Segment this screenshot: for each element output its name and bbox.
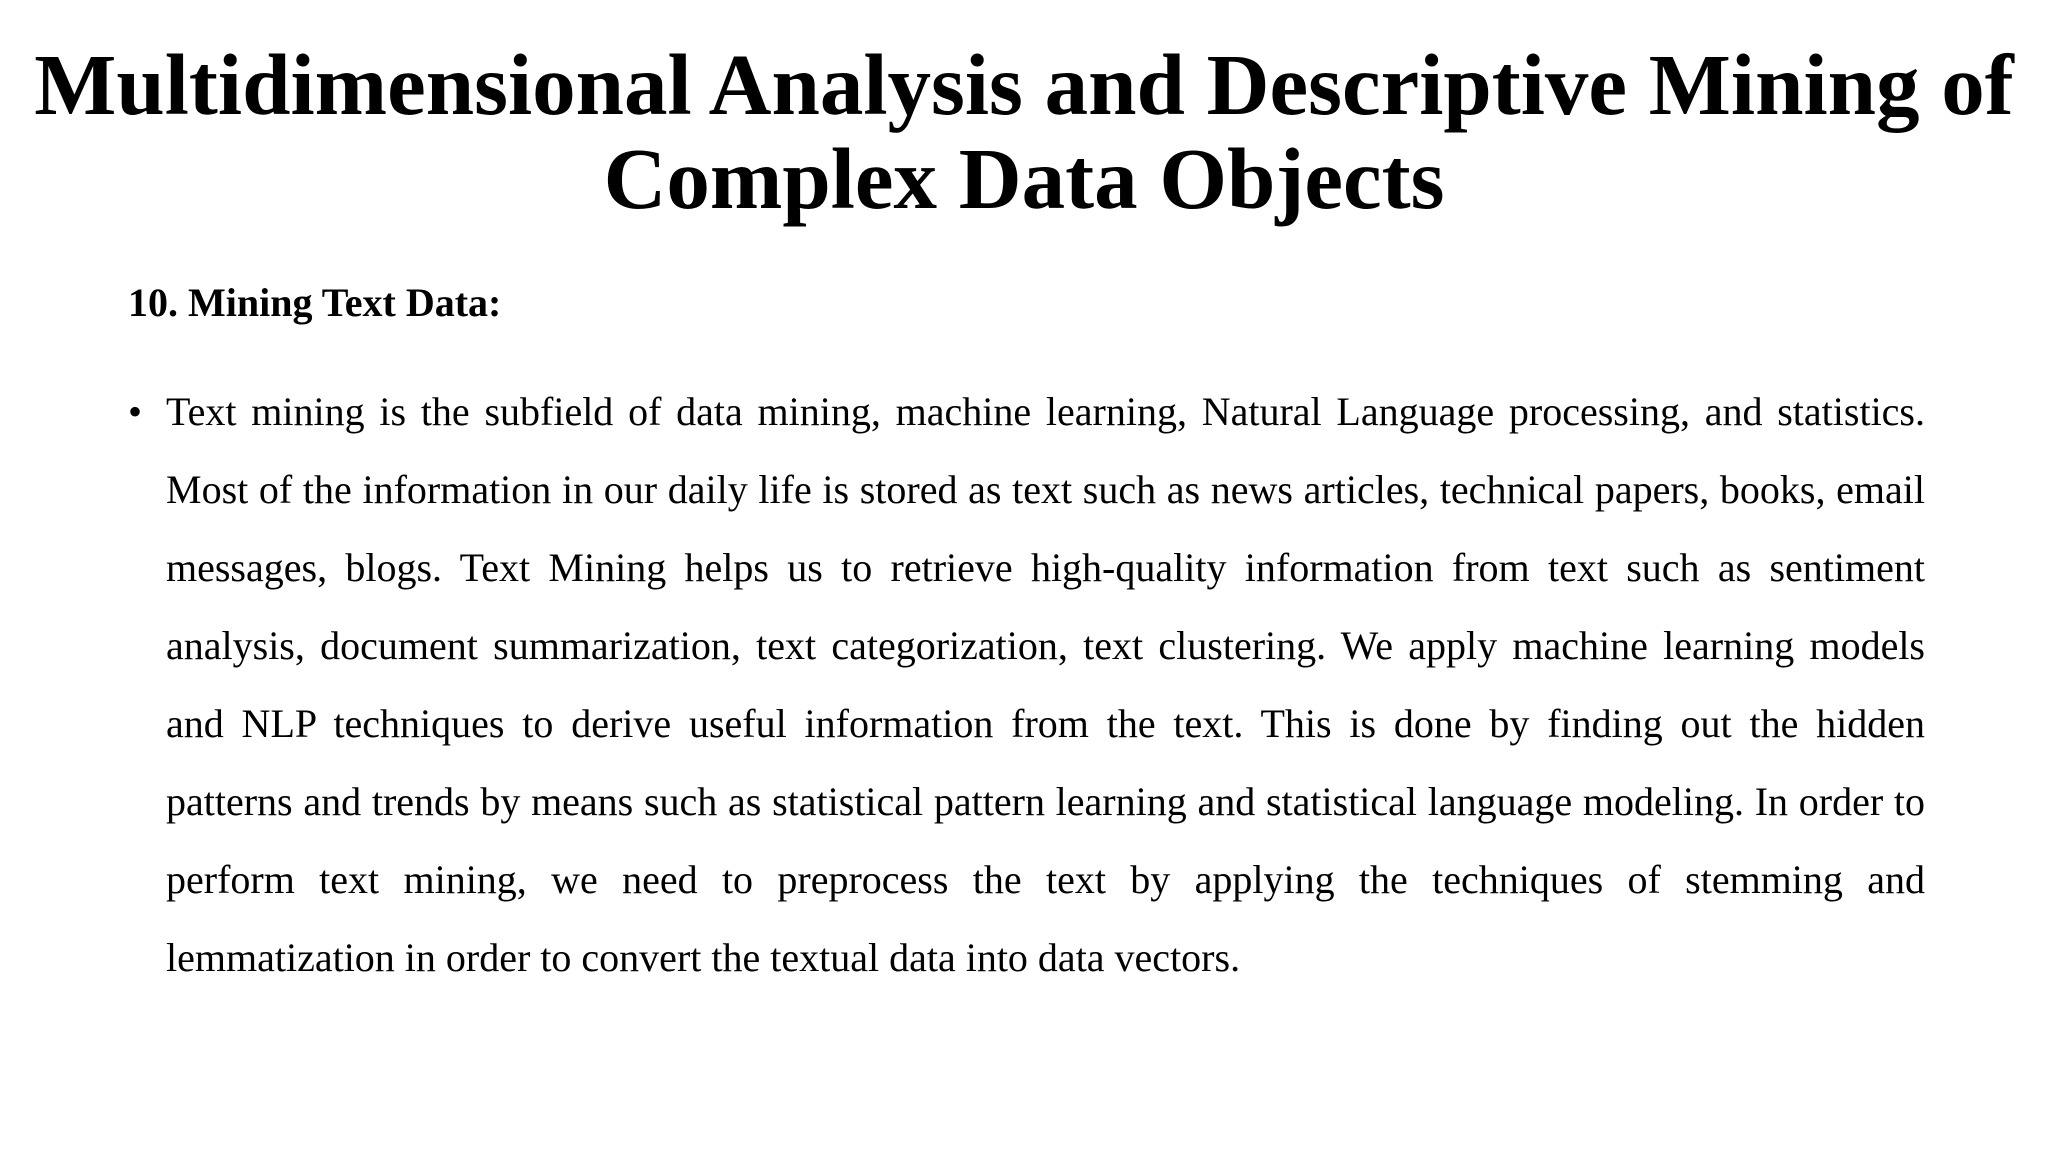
bullet-item <box>128 373 1925 997</box>
bullet-text: Text mining is the subfield of data mining, machine learning, Natural Language processing, and statistics. Most of the information in our daily life is stored as text such as news articles, technical papers, books, email messages, blogs. Text Mining helps us to retrieve high-quality information from text such as sentiment analysis, document summarization, text categorization, text clustering. We apply machine learning models and NLP techniques to derive useful information from the text. This is done by finding out the hidden patterns and trends by means such as statistical pattern learning and statistical language modeling. In order to perform text mining, we need to preprocess the text by applying the techniques of stemming and lemmatization in order to convert the textual data into data vectors. <box>166 389 1925 980</box>
slide-title: Multidimensional Analysis and Descriptive Mining of Complex Data Objects <box>34 36 2014 227</box>
section-heading: 10. Mining Text Data: <box>128 280 502 325</box>
bullet-list <box>128 373 1925 997</box>
bullet-icon: • <box>128 389 143 434</box>
